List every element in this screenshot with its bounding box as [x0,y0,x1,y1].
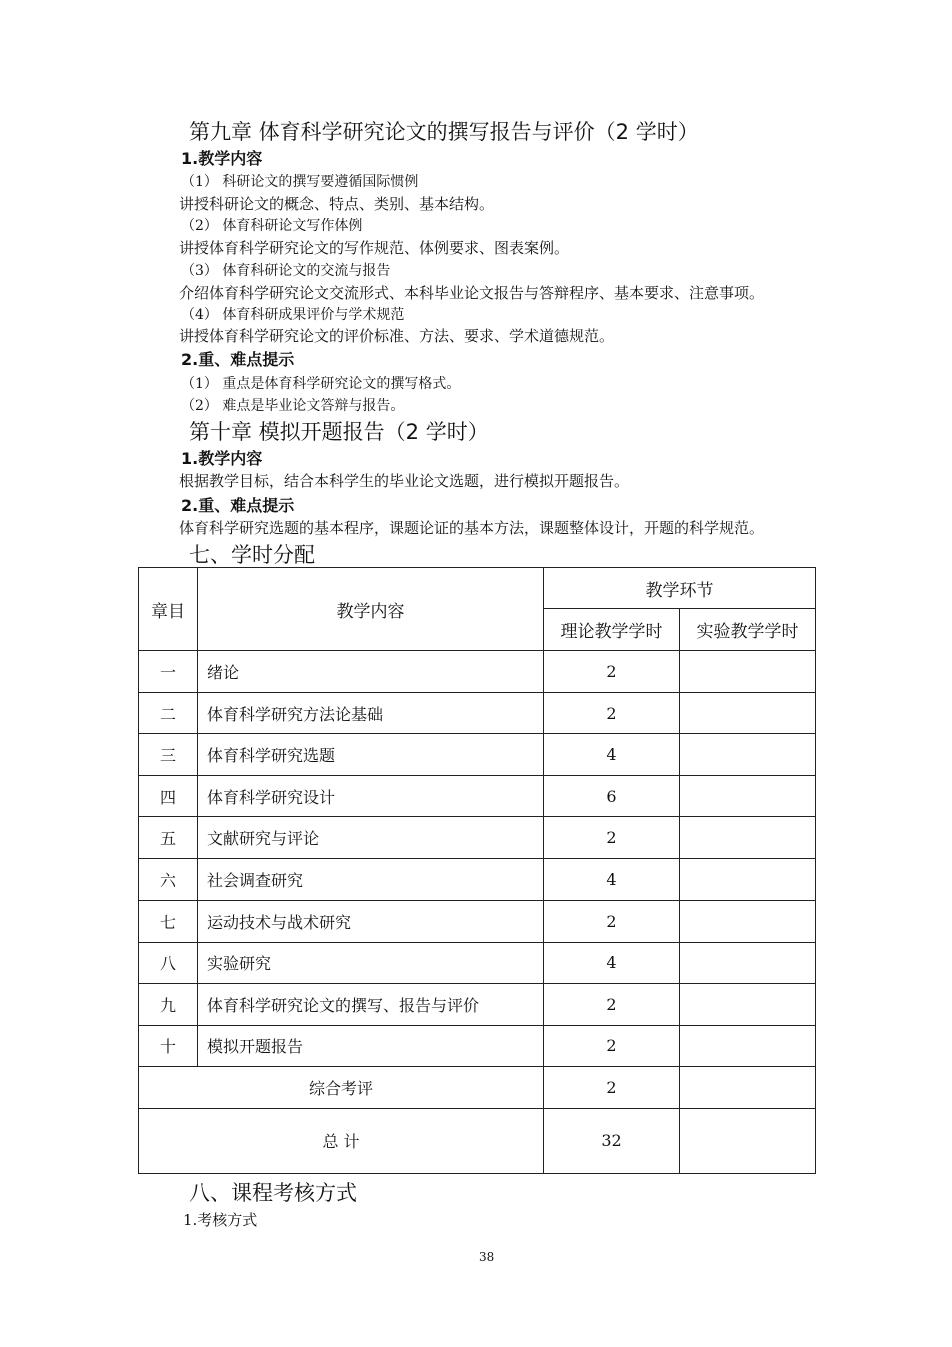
row-theory-hours: 2 [544,817,680,859]
section-7-title: 七、学时分配 [189,543,315,567]
ch9-line-3: （2） 体育科研论文写作体例 [181,218,363,234]
exam-theory-hours: 2 [544,1066,680,1108]
ch10-content-heading: 1.教学内容 [181,449,263,468]
ch9-line-4: 讲授体育科学研究论文的写作规范、体例要求、图表案例。 [179,239,570,257]
chapter-9-title: 第九章 体育科学研究论文的撰写报告与评价（2 学时） [189,120,699,144]
table-row [139,776,816,817]
row-chapter-no: 一 [139,651,198,693]
ch9-line-5: （3） 体育科研论文的交流与报告 [181,263,391,279]
table-row [139,900,816,942]
row-theory-hours: 2 [544,900,680,942]
row-content: 模拟开题报告 [198,1025,544,1066]
table-row [139,817,816,859]
row-content: 体育科学研究设计 [198,776,544,817]
table-row [139,734,816,776]
exam-label: 综合考评 [139,1066,544,1108]
assessment-method-item: 1.考核方式 [183,1211,258,1229]
ch9-line-7: （4） 体育科研成果评价与学术规范 [181,307,405,323]
table-row [139,651,816,693]
hours-allocation-table [138,567,816,1174]
ch9-point-1: （1） 重点是体育科学研究论文的撰写格式。 [181,376,461,392]
ch10-keypoints-heading: 2.重、难点提示 [181,496,295,515]
total-row [139,1108,816,1173]
row-chapter-no: 六 [139,859,198,900]
exam-row [139,1066,816,1108]
ch9-line-1: （1） 科研论文的撰写要遵循国际惯例 [181,174,419,190]
ch9-line-8: 讲授体育科学研究论文的评价标准、方法、要求、学术道德规范。 [179,327,615,345]
row-chapter-no: 七 [139,900,198,942]
row-content: 实验研究 [198,942,544,983]
row-theory-hours: 2 [544,651,680,693]
row-theory-hours: 4 [544,859,680,900]
header-theory-hours: 理论教学学时 [544,609,680,651]
ch9-line-6: 介绍体育科学研究论文交流形式、本科毕业论文报告与答辩程序、基本要求、注意事项。 [179,284,765,302]
header-chapter: 章目 [139,568,198,651]
header-content: 教学内容 [198,568,544,651]
chapter-10-title: 第十章 模拟开题报告（2 学时） [189,420,489,444]
row-content: 体育科学研究选题 [198,734,544,776]
page-number: 38 [479,1250,495,1264]
table-row [139,983,816,1025]
row-lab-hours [680,859,816,900]
row-chapter-no: 三 [139,734,198,776]
table-row [139,693,816,734]
row-theory-hours: 2 [544,1025,680,1066]
row-lab-hours [680,942,816,983]
table-row [139,859,816,900]
row-content: 社会调查研究 [198,859,544,900]
row-content: 绪论 [198,651,544,693]
row-chapter-no: 五 [139,817,198,859]
row-chapter-no: 九 [139,983,198,1025]
row-chapter-no: 八 [139,942,198,983]
row-lab-hours [680,651,816,693]
table-row [139,1025,816,1066]
ch9-keypoints-heading: 2.重、难点提示 [181,350,295,369]
row-chapter-no: 二 [139,693,198,734]
row-theory-hours: 2 [544,983,680,1025]
header-lab-hours: 实验教学学时 [680,609,816,651]
row-theory-hours: 4 [544,734,680,776]
row-chapter-no: 四 [139,776,198,817]
row-theory-hours: 2 [544,693,680,734]
section-8-title: 八、课程考核方式 [189,1181,357,1205]
row-lab-hours [680,734,816,776]
row-lab-hours [680,693,816,734]
row-content: 文献研究与评论 [198,817,544,859]
total-lab-hours [680,1108,816,1173]
row-theory-hours: 6 [544,776,680,817]
ch9-point-2: （2） 难点是毕业论文答辩与报告。 [181,398,405,414]
row-theory-hours: 4 [544,942,680,983]
table-row [139,942,816,983]
ch9-content-heading: 1.教学内容 [181,149,263,168]
total-theory-hours: 32 [544,1108,680,1173]
row-lab-hours [680,983,816,1025]
row-lab-hours [680,776,816,817]
total-label: 总 计 [139,1108,544,1173]
ch9-line-2: 讲授科研论文的概念、特点、类别、基本结构。 [179,195,495,213]
ch10-keypoints-text: 体育科学研究选题的基本程序，课题论证的基本方法，课题整体设计，开题的科学规范。 [179,519,765,537]
row-lab-hours [680,900,816,942]
ch10-content-text: 根据教学目标，结合本科学生的毕业论文选题，进行模拟开题报告。 [179,472,630,490]
header-teaching-stage: 教学环节 [544,568,816,609]
row-content: 体育科学研究方法论基础 [198,693,544,734]
row-lab-hours [680,1025,816,1066]
row-chapter-no: 十 [139,1025,198,1066]
row-content: 运动技术与战术研究 [198,900,544,942]
row-lab-hours [680,817,816,859]
row-content: 体育科学研究论文的撰写、报告与评价 [198,983,544,1025]
exam-lab-hours [680,1066,816,1108]
